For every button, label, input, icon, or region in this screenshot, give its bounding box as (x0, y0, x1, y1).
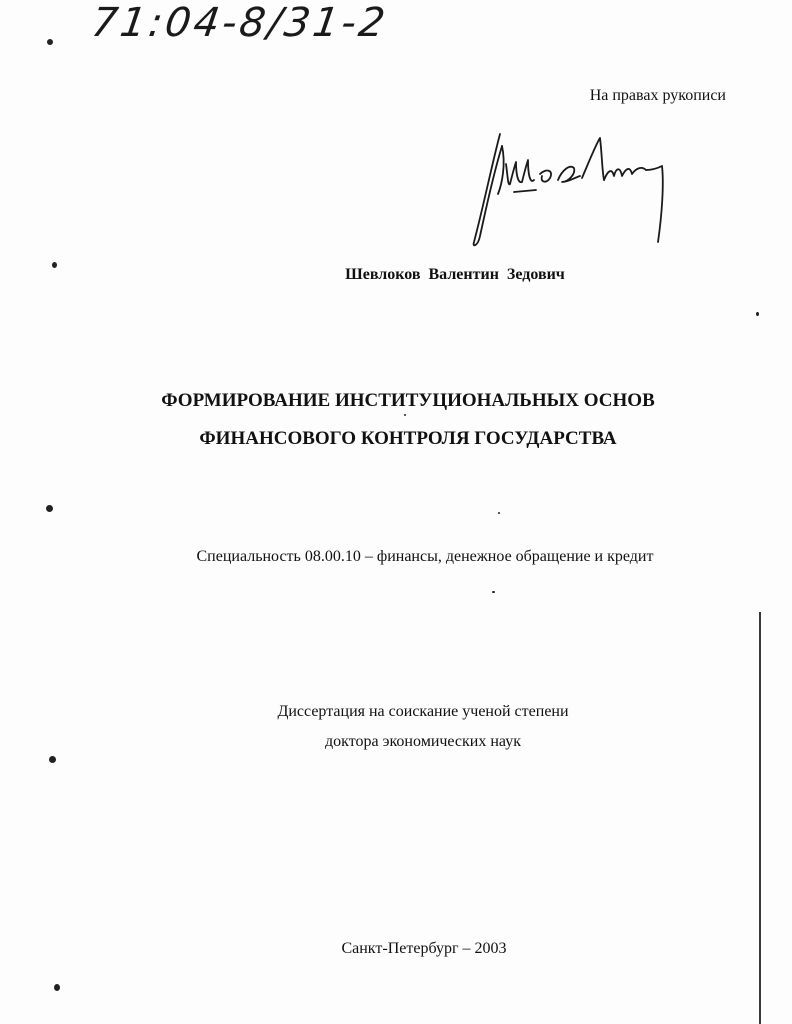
scan-speck (756, 312, 759, 316)
signature (462, 124, 682, 254)
scan-edge-line (759, 612, 761, 1024)
scan-speck (54, 984, 60, 991)
scan-speck (498, 512, 500, 514)
specialty-line: Специальность 08.00.10 – финансы, денежное обращение и кредит (196, 548, 654, 565)
rights-note: На правах рукописи (589, 87, 726, 104)
scan-speck (404, 414, 406, 416)
title-line-1: ФОРМИРОВАНИЕ ИНСТИТУЦИОНАЛЬНЫХ ОСНОВ (161, 390, 655, 411)
author-name: Шевлоков Валентин Зедович (345, 266, 565, 283)
archive-code: 71:04-8/31-2 (88, 0, 391, 46)
scan-speck (52, 262, 57, 268)
scan-speck (47, 39, 53, 45)
degree-statement (0, 697, 792, 757)
scan-speck (49, 756, 56, 763)
degree-line-1: Диссертация на соискание ученой степени (277, 703, 569, 720)
dissertation-title (0, 382, 792, 458)
city-year: Санкт-Петербург – 2003 (341, 940, 507, 957)
scan-speck (492, 591, 495, 593)
title-line-2: ФИНАНСОВОГО КОНТРОЛЯ ГОСУДАРСТВА (199, 428, 617, 449)
scan-speck (46, 505, 53, 512)
degree-line-2: доктора экономических наук (325, 733, 521, 750)
